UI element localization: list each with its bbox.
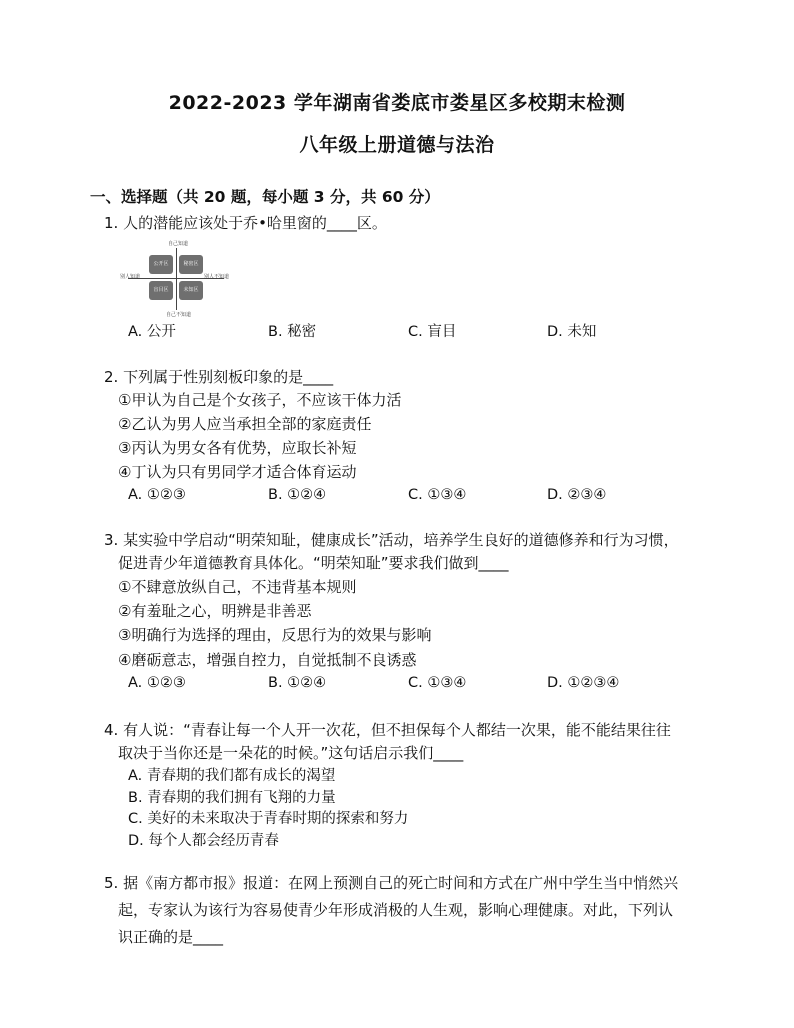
diagram-label-right: 别人不知道 — [204, 274, 230, 280]
question-3-option-a: A. ①②③ — [128, 675, 186, 691]
question-3-item-4: ④磨砺意志，增强自控力，自觉抵制不良诱惑 — [118, 651, 417, 669]
diagram-cell-secret: 秘密区 — [179, 255, 203, 274]
question-2-item-4: ④丁认为只有男同学才适合体育运动 — [118, 463, 357, 481]
johari-window-diagram — [120, 240, 232, 318]
diagram-label-top: 自己知道 — [168, 241, 189, 247]
exam-subtitle: 八年级上册道德与法治 — [299, 134, 495, 156]
question-2-option-b: B. ①②④ — [268, 487, 327, 503]
question-3-item-2: ②有羞耻之心，明辨是非善恶 — [118, 602, 312, 620]
section-heading: 一、选择题（共 20 题，每小题 3 分，共 60 分） — [90, 188, 440, 206]
question-2-item-1: ①甲认为自己是个女孩子，不应该干体力活 — [118, 391, 402, 409]
question-1-stem: 1. 人的潜能应该处于乔•哈里窗的____区。 — [104, 214, 387, 232]
question-1-option-b: B. 秘密 — [268, 324, 317, 340]
exam-title: 2022-2023 学年湖南省娄底市娄星区多校期末检测 — [168, 92, 626, 114]
question-1-option-c: C. 盲目 — [408, 324, 457, 340]
question-1-option-a: A. 公开 — [128, 324, 176, 340]
question-4-stem-line-1: 4. 有人说：“青春让每一个人开一次花，但不担保每个人都结一次果，能不能结果往往 — [104, 721, 671, 739]
question-4-stem-line-2: 取决于当你还是一朵花的时候。”这句话启示我们____ — [118, 744, 464, 762]
question-4-option-d: D. 每个人都会经历青春 — [128, 833, 279, 849]
question-4-option-a: A. 青春期的我们都有成长的渴望 — [128, 768, 336, 784]
diagram-vertical-axis — [176, 248, 177, 310]
question-2-option-d: D. ②③④ — [547, 487, 607, 503]
question-3-stem-line-2: 促进青少年道德教育具体化。“明荣知耻”要求我们做到____ — [118, 554, 509, 572]
question-3-stem-line-1: 3. 某实验中学启动“明荣知耻，健康成长”活动，培养学生良好的道德修养和行为习惯， — [104, 531, 679, 549]
question-2-stem: 2. 下列属于性别刻板印象的是____ — [104, 368, 334, 386]
question-2-item-3: ③丙认为男女各有优势，应取长补短 — [118, 439, 357, 457]
question-5-stem-line-3: 识正确的是____ — [118, 928, 224, 946]
question-3-option-c: C. ①③④ — [408, 675, 467, 691]
question-3-option-d: D. ①②③④ — [547, 675, 620, 691]
question-3-item-3: ③明确行为选择的理由，反思行为的效果与影响 — [118, 626, 432, 644]
question-4-option-b: B. 青春期的我们拥有飞翔的力量 — [128, 790, 336, 806]
question-5-stem-line-2: 起，专家认为该行为容易使青少年形成消极的人生观，影响心理健康。对此，下列认 — [118, 901, 674, 919]
diagram-cell-unknown: 未知区 — [179, 281, 203, 300]
diagram-label-left: 别人知道 — [120, 274, 141, 280]
question-3-option-b: B. ①②④ — [268, 675, 327, 691]
question-3-item-1: ①不肆意放纵自己，不违背基本规则 — [118, 578, 357, 596]
question-1-option-d: D. 未知 — [547, 324, 597, 340]
question-5-stem-line-1: 5. 据《南方都市报》报道：在网上预测自己的死亡时间和方式在广州中学生当中悄然兴 — [104, 874, 679, 892]
diagram-cell-blind: 盲目区 — [149, 281, 173, 300]
diagram-label-bottom: 自己不知道 — [166, 312, 192, 318]
question-4-option-c: C. 美好的未来取决于青春时期的探索和努力 — [128, 811, 409, 827]
diagram-cell-open: 公开区 — [149, 255, 173, 274]
question-2-option-c: C. ①③④ — [408, 487, 467, 503]
question-2-option-a: A. ①②③ — [128, 487, 186, 503]
question-2-item-2: ②乙认为男人应当承担全部的家庭责任 — [118, 415, 372, 433]
